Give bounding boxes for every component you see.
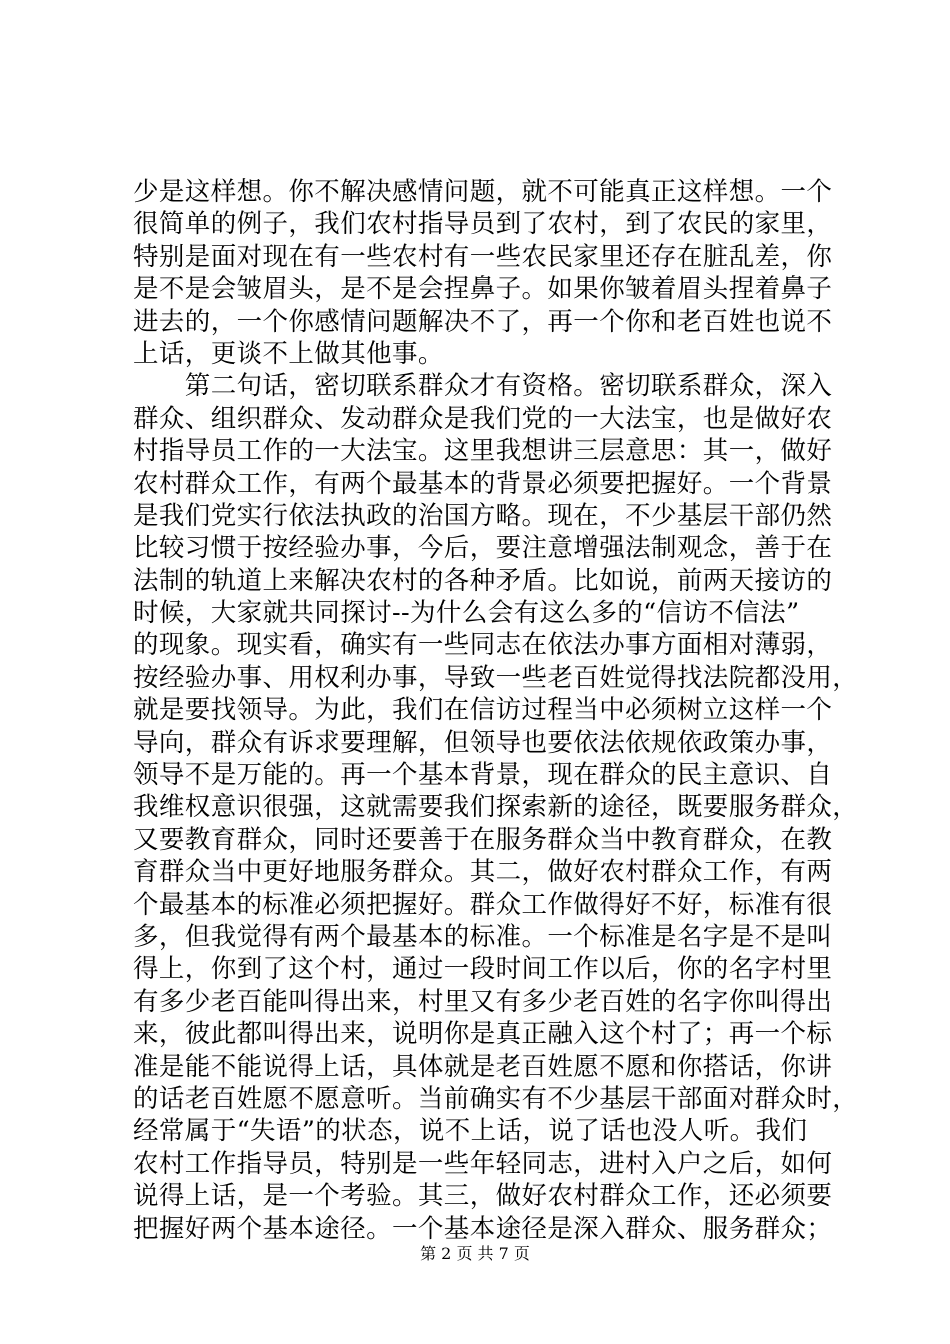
text-line: 经常属于“失语”的状态，说不上话，说了话也没人听。我们 [133,1116,808,1147]
text-line: 比较习惯于按经验办事，今后，要注意增强法制观念，善于在 [133,533,833,564]
text-line: 进去的，一个你感情问题解决不了，再一个你和老百姓也说不 [133,306,833,337]
text-line: 得上，你到了这个村，通过一段时间工作以后，你的名字村里 [133,954,833,985]
text-line: 农村工作指导员，特别是一些年轻同志，进村入户之后，如何 [133,1148,833,1179]
text-line: 少是这样想。你不解决感情问题，就不可能真正这样想。一个 [133,177,833,207]
text-line: 准是能不能说得上话，具体就是老百姓愿不愿和你搭话，你讲 [133,1051,833,1082]
text-line: 是不是会皱眉头，是不是会捏鼻子。如果你皱着眉头捏着鼻子 [133,274,833,305]
text-line: 村指导员工作的一大法宝。这里我想讲三层意思：其一，做好 [133,436,833,467]
text-line: 时候，大家就共同探讨--为什么会有这么多的“信访不信法” [133,598,800,629]
body-text [133,176,859,1245]
text-line: 育群众当中更好地服务群众。其二，做好农村群众工作，有两 [133,857,833,888]
text-line: 有多少老百能叫得出来，村里又有多少老百姓的名字你叫得出 [133,986,833,1017]
text-line: 的话老百姓愿不愿意听。当前确实有不少基层干部面对群众时， [133,1083,859,1114]
text-line: 导向，群众有诉求要理解，但领导也要依法依规依政策办事， [133,727,833,758]
text-line: 的现象。现实看，确实有一些同志在依法办事方面相对薄弱， [133,630,833,661]
text-line: 多，但我觉得有两个最基本的标准。一个标准是名字是不是叫 [133,921,833,952]
page-number-footer: 第 2 页 共 7 页 [420,1244,530,1263]
text-line: 说得上话，是一个考验。其三，做好农村群众工作，还必须要 [133,1181,833,1212]
text-line: 很简单的例子，我们农村指导员到了农村，到了农民的家里， [133,209,833,240]
text-line: 上话，更谈不上做其他事。 [133,338,444,369]
text-line: 领导不是万能的。再一个基本背景，现在群众的民主意识、自 [133,760,833,791]
text-line: 第二句话，密切联系群众才有资格。密切联系群众，深入 [133,371,833,402]
text-line: 我维权意识很强，这就需要我们探索新的途径，既要服务群众， [133,792,859,823]
text-line: 又要教育群众，同时还要善于在服务群众当中教育群众，在教 [133,824,833,855]
text-line: 个最基本的标准必须把握好。群众工作做得好不好，标准有很 [133,889,833,920]
text-line: 就是要找领导。为此，我们在信访过程当中必须树立这样一个 [133,695,833,726]
text-line: 农村群众工作，有两个最基本的背景必须要把握好。一个背景 [133,468,833,499]
text-line: 是我们党实行依法执政的治国方略。现在，不少基层干部仍然 [133,500,833,531]
text-line: 把握好两个基本途径。一个基本途径是深入群众、服务群众； [133,1213,833,1244]
text-line: 法制的轨道上来解决农村的各种矛盾。比如说，前两天接访的 [133,565,833,596]
text-line: 群众、组织群众、发动群众是我们党的一大法宝，也是做好农 [133,403,833,434]
text-line: 特别是面对现在有一些农村有一些农民家里还存在脏乱差，你 [133,241,833,272]
text-line: 来，彼此都叫得出来，说明你是真正融入这个村了；再一个标 [133,1019,833,1050]
text-line: 按经验办事、用权利办事，导致一些老百姓觉得找法院都没用， [133,662,859,693]
